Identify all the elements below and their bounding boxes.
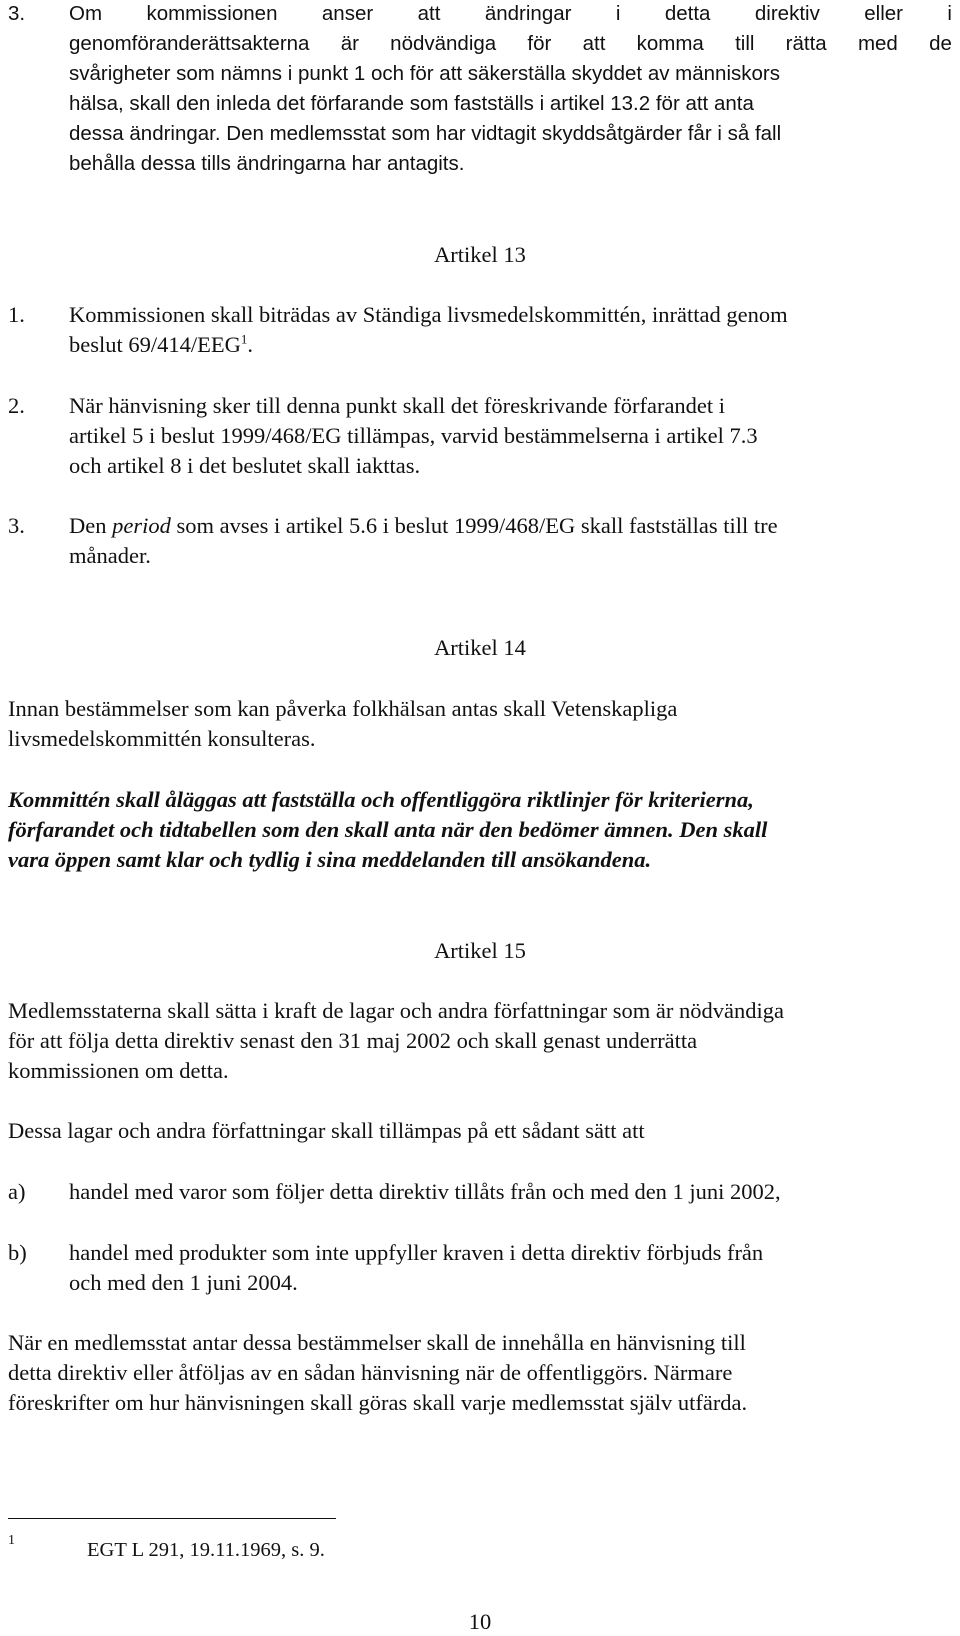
word: komma [636, 32, 704, 55]
word: anser [321, 2, 374, 25]
paragraph-line [69, 34, 952, 55]
paragraph-line: föreskrifter om hur hänvisningen skall göras skall varje medlemsstat själv utfärda. [8, 1390, 748, 1415]
paragraph-line: svårigheter som nämns i punkt 1 och för att säkerställa skyddet av människors [69, 62, 780, 85]
list-label: a) [8, 1179, 26, 1204]
paragraph-line [69, 515, 778, 538]
line-end: . [247, 332, 253, 357]
word: med [857, 32, 898, 55]
word: de [929, 32, 952, 55]
word: för [527, 32, 552, 55]
word: eller [864, 2, 903, 25]
article-heading: Artikel 13 [434, 242, 526, 267]
word: kommissionen [146, 2, 278, 25]
paragraph-line: vara öppen samt klar och tydlig i sina meddelanden till ansökandena. [8, 847, 652, 872]
footnote-reference[interactable]: 1 [240, 331, 248, 347]
paragraph-line: hälsa, skall den inleda det förfarande som fastställs i artikel 13.2 för att anta [69, 92, 754, 115]
line-text: som avses i artikel 5.6 i beslut 1999/468/EG skall fastställas till tre [170, 513, 778, 538]
word: nödvändiga [390, 32, 497, 55]
paragraph-line [69, 4, 952, 25]
list-item-text: handel med produkter som inte uppfyller kraven i detta direktiv förbjuds från [69, 1240, 764, 1265]
list-item-text: och med den 1 juni 2004. [69, 1270, 298, 1295]
paragraph-line: Dessa lagar och andra författningar skall tillämpas på ett sådant sätt att [8, 1118, 645, 1143]
paragraph-line: dessa ändringar. Den medlemsstat som har vidtagit skyddsåtgärder får i så fall [69, 122, 782, 145]
paragraph-line [69, 331, 253, 357]
article-heading: Artikel 15 [434, 938, 526, 963]
footnote-rule [8, 1518, 336, 1519]
paragraph-line: artikel 5 i beslut 1999/468/EG tillämpas, varvid bestämmelserna i artikel 7.3 [69, 423, 758, 448]
word: till [735, 32, 755, 55]
italic-term: period [112, 513, 171, 538]
word: Om [69, 2, 103, 25]
item-number: 3. [8, 513, 25, 538]
paragraph-line: livsmedelskommittén konsulteras. [8, 726, 316, 751]
word: direktiv [754, 2, 820, 25]
paragraph-line: detta direktiv eller åtföljas av en sådan hänvisning när de offentliggörs. Närmare [8, 1360, 733, 1385]
page-number: 10 [468, 1609, 492, 1634]
paragraph-line: kommissionen om detta. [8, 1058, 229, 1083]
word: rätta [785, 32, 827, 55]
paragraph-line: och artikel 8 i det beslutet skall iakttas. [69, 453, 421, 478]
paragraph-line: Innan bestämmelser som kan påverka folkhälsan antas skall Vetenskapliga [8, 696, 678, 721]
paragraph-line: förfarandet och tidtabellen som den skall anta när den bedömer ämnen. Den skall [8, 817, 768, 842]
paragraph-line: När en medlemsstat antar dessa bestämmelser skall de innehålla en hänvisning till [8, 1330, 746, 1355]
word: genomföranderättsakterna [69, 32, 310, 55]
paragraph-line: Medlemsstaterna skall sätta i kraft de lagar och andra författningar som är nödvändiga [8, 998, 784, 1023]
item-number: 1. [8, 302, 25, 327]
word: detta [664, 2, 711, 25]
line-text: beslut 69/414/EEG [69, 332, 241, 357]
word: att [417, 2, 441, 25]
list-label: b) [8, 1240, 27, 1265]
article-heading: Artikel 14 [434, 635, 526, 660]
word: är [340, 32, 359, 55]
word: att [582, 32, 606, 55]
item-number: 3. [8, 2, 26, 25]
footnote-text: EGT L 291, 19.11.1969, s. 9. [87, 1539, 325, 1561]
paragraph-line: behålla dessa tills ändringarna har antagits. [69, 152, 465, 175]
list-item-text: handel med varor som följer detta direktiv tillåts från och med den 1 juni 2002, [69, 1179, 781, 1204]
item-number: 2. [8, 393, 25, 418]
paragraph-line: Kommittén skall åläggas att fastställa och offentliggöra riktlinjer för kriterierna, [8, 787, 754, 812]
paragraph-line: för att följa detta direktiv senast den 31 maj 2002 och skall genast underrätta [8, 1028, 698, 1053]
paragraph-line: Kommissionen skall biträdas av Ständiga livsmedelskommittén, inrättad genom [69, 302, 788, 327]
word: i [615, 2, 621, 25]
word: i [947, 2, 952, 25]
word: ändringar [484, 2, 572, 25]
paragraph-line: När hänvisning sker till denna punkt skall det föreskrivande förfarandet i [69, 393, 726, 418]
footnote-mark: 1 [8, 1533, 15, 1548]
line-text: Den [69, 513, 113, 538]
paragraph-line: månader. [69, 543, 151, 568]
